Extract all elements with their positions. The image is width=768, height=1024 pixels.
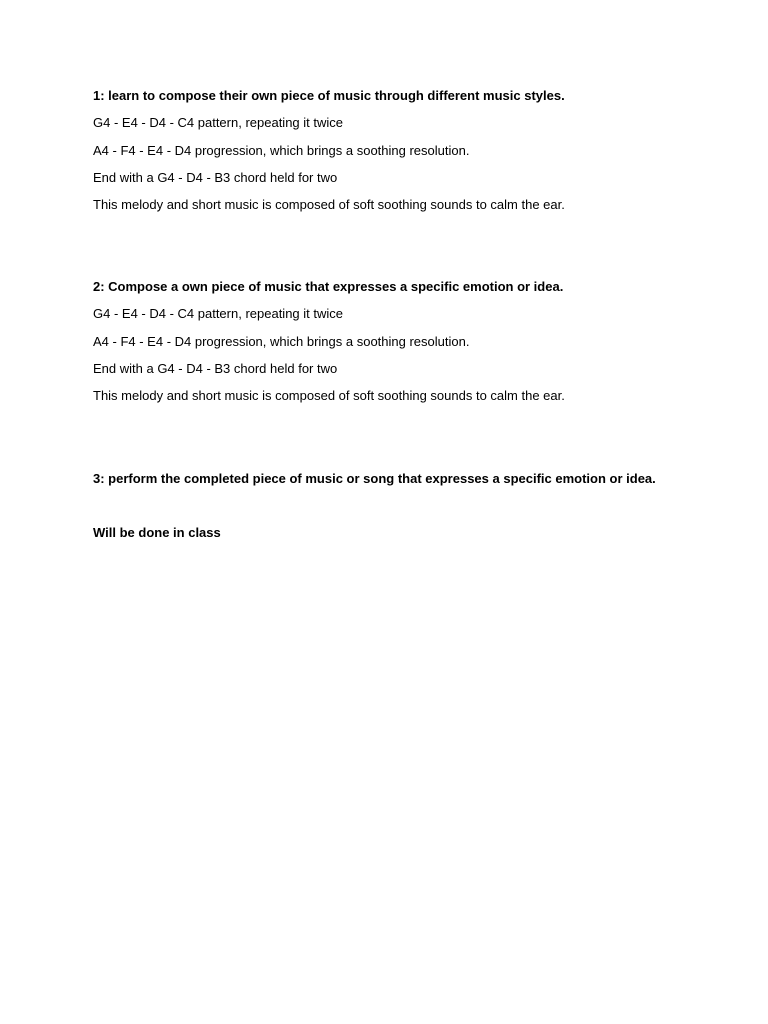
section-3-note: Will be done in class [93, 525, 221, 540]
section-1-line-1: G4 - E4 - D4 - C4 pattern, repeating it twice [93, 115, 343, 130]
section-2-line-4: This melody and short music is composed of soft soothing sounds to calm the ear. [93, 388, 565, 403]
section-2-line-1: G4 - E4 - D4 - C4 pattern, repeating it twice [93, 306, 343, 321]
section-2-line-2: A4 - F4 - E4 - D4 progression, which brings a soothing resolution. [93, 334, 470, 349]
section-2-line-3: End with a G4 - D4 - B3 chord held for two [93, 361, 338, 376]
section-1-heading: 1: learn to compose their own piece of music through different music styles. [93, 88, 565, 103]
section-2-heading: 2: Compose a own piece of music that expresses a specific emotion or idea. [93, 279, 564, 294]
section-1-line-3: End with a G4 - D4 - B3 chord held for two [93, 170, 338, 185]
section-1-line-2: A4 - F4 - E4 - D4 progression, which brings a soothing resolution. [93, 143, 470, 158]
section-3-heading: 3: perform the completed piece of music or song that expresses a specific emotion or idea. [93, 471, 656, 486]
section-1-line-4: This melody and short music is composed of soft soothing sounds to calm the ear. [93, 197, 565, 212]
